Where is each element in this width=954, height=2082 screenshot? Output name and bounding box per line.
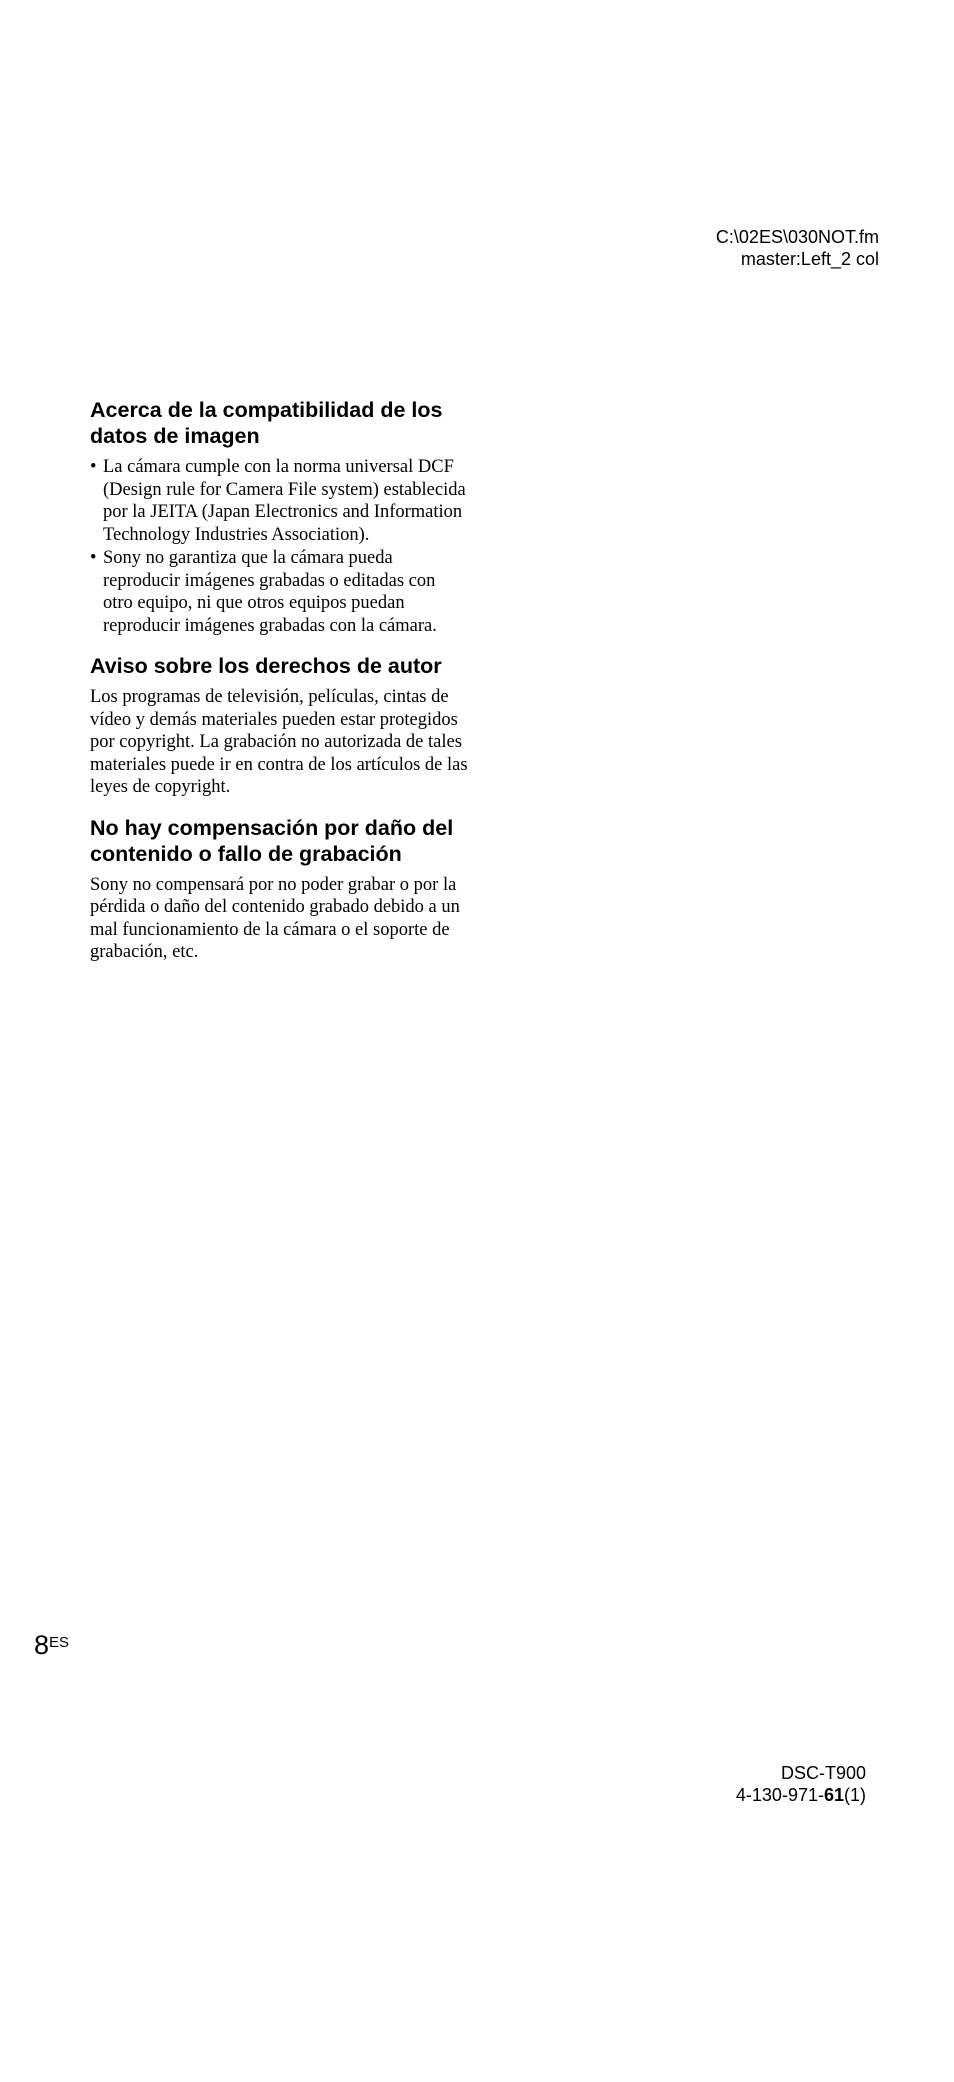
header-master: master:Left_2 col xyxy=(740,249,879,269)
section-copyright xyxy=(90,653,468,799)
list-item xyxy=(90,456,468,546)
section-paragraph: Sony no compensará por no poder grabar o por la pérdida o daño del contenido grabado debido a un mal funcionamiento de la cámara o el soporte de grabación, etc. xyxy=(90,874,460,962)
list-item-text: La cámara cumple con la norma universal DCF (Design rule for Camera File system) establecida por la JEITA (Japan Electronics and Information Technology Industries Association). xyxy=(103,457,466,545)
section-heading: No hay compensación por daño del contenido o fallo de grabación xyxy=(90,815,454,866)
page-number-value: 8 xyxy=(34,1630,50,1660)
list-item xyxy=(90,547,468,637)
section-heading: Aviso sobre los derechos de autor xyxy=(90,654,442,678)
bullet-icon: • xyxy=(90,548,97,568)
footer-model: DSC-T900 xyxy=(780,1763,866,1783)
part-number-bold: 61 xyxy=(823,1785,844,1805)
page-number-suffix: ES xyxy=(49,1634,70,1651)
main-column xyxy=(90,397,468,980)
page-header xyxy=(716,226,879,270)
header-file-path: C:\02ES\030NOT.fm xyxy=(715,227,879,247)
section-compatibility xyxy=(90,397,468,637)
footer-part-number xyxy=(736,1784,866,1806)
part-number-prefix: 4-130-971- xyxy=(735,1785,824,1805)
list-item-text: Sony no garantiza que la cámara pueda reproducir imágenes grabadas o editadas con otro equipo, ni que otros equipos puedan reproducir imágenes grabadas con la cámara. xyxy=(103,548,437,636)
part-number-suffix: (1) xyxy=(844,1785,866,1805)
bullet-icon: • xyxy=(90,457,97,477)
section-heading: Acerca de la compatibilidad de los datos de imagen xyxy=(90,398,443,448)
bullet-list xyxy=(90,456,468,637)
page-footer xyxy=(736,1762,866,1806)
section-no-compensation xyxy=(90,815,468,964)
section-paragraph: Los programas de televisión, películas, cintas de vídeo y demás materiales pueden estar protegidos por copyright. La grabación no autorizada de tales materiales puede ir en contra de los artículos de las leyes de copyright. xyxy=(90,687,468,797)
page-number xyxy=(34,1630,69,1660)
